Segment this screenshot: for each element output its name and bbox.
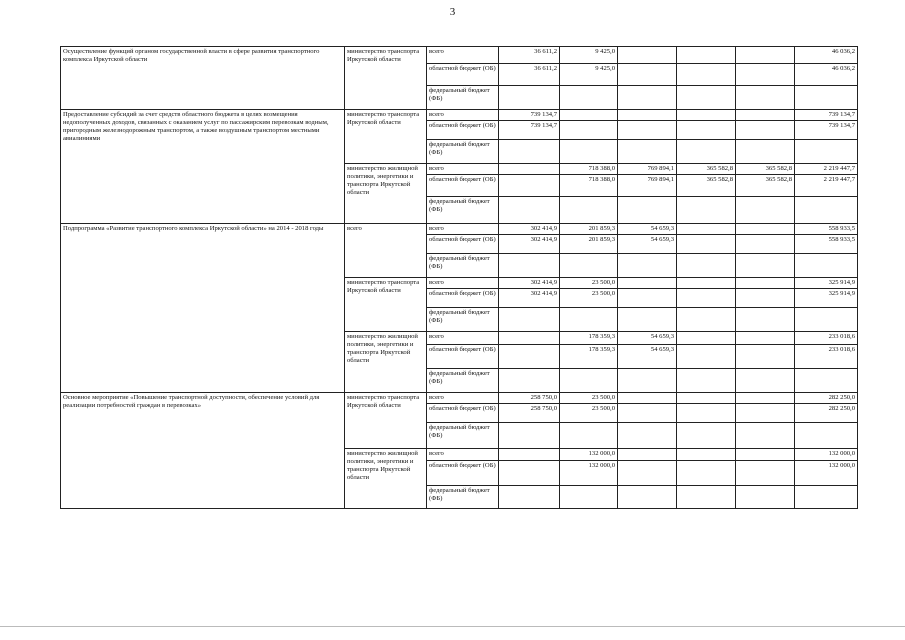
value-year-1: 36 611,2 — [499, 64, 560, 86]
value-total: 282 250,0 — [795, 393, 858, 404]
value-year-4 — [677, 289, 736, 308]
value-year-3 — [618, 289, 677, 308]
value-total — [795, 369, 858, 393]
value-year-1: 302 414,9 — [499, 278, 560, 289]
funding-source: областной бюджет (ОБ) — [427, 64, 499, 86]
value-total: 282 250,0 — [795, 404, 858, 423]
funding-source: областной бюджет (ОБ) — [427, 404, 499, 423]
value-year-5 — [736, 47, 795, 64]
funding-source: областной бюджет (ОБ) — [427, 121, 499, 140]
value-year-1: 302 414,9 — [499, 289, 560, 308]
value-year-5 — [736, 404, 795, 423]
value-year-2: 23 500,0 — [560, 404, 618, 423]
value-total — [795, 308, 858, 332]
value-year-1 — [499, 308, 560, 332]
value-year-3 — [618, 404, 677, 423]
value-total: 132 000,0 — [795, 449, 858, 461]
value-year-1 — [499, 449, 560, 461]
value-year-1 — [499, 486, 560, 509]
value-year-3 — [618, 110, 677, 121]
responsible-executor: министерство транспорта Иркутской области — [345, 393, 427, 449]
value-total: 2 219 447,7 — [795, 175, 858, 197]
scan-edge-divider — [0, 626, 905, 627]
value-total: 233 018,6 — [795, 345, 858, 369]
value-year-2 — [560, 121, 618, 140]
value-year-2 — [560, 369, 618, 393]
value-year-2 — [560, 254, 618, 278]
value-year-2: 23 500,0 — [560, 393, 618, 404]
value-total — [795, 197, 858, 224]
funding-source: федеральный бюджет (ФБ) — [427, 423, 499, 449]
value-year-2: 178 359,3 — [560, 332, 618, 345]
value-year-1 — [499, 164, 560, 175]
value-year-1: 739 134,7 — [499, 110, 560, 121]
value-total: 46 036,2 — [795, 64, 858, 86]
value-year-1 — [499, 197, 560, 224]
value-year-3 — [618, 47, 677, 64]
value-year-1 — [499, 254, 560, 278]
value-year-4 — [677, 393, 736, 404]
value-year-1: 739 134,7 — [499, 121, 560, 140]
funding-source: всего — [427, 164, 499, 175]
value-year-2 — [560, 110, 618, 121]
value-year-2: 201 859,3 — [560, 224, 618, 235]
value-year-4 — [677, 404, 736, 423]
value-year-1: 302 414,9 — [499, 235, 560, 254]
responsible-executor: всего — [345, 224, 427, 278]
value-year-5 — [736, 254, 795, 278]
funding-source: всего — [427, 393, 499, 404]
value-year-2 — [560, 423, 618, 449]
value-year-2: 9 425,0 — [560, 47, 618, 64]
value-year-5 — [736, 64, 795, 86]
budget-table-body — [61, 47, 858, 509]
value-year-3 — [618, 121, 677, 140]
activity-description: Предоставление субсидий за счет средств областного бюджета в целях возмещения недополученных доходов, связанных с оказанием услуг по пассажирским перевозкам водным, пригородным железнодорожным транспортом, а также воздушным транспортом местными авиалиниями — [61, 110, 345, 224]
page-number: 3 — [449, 6, 456, 18]
value-year-5 — [736, 224, 795, 235]
value-year-4 — [677, 110, 736, 121]
value-total: 132 000,0 — [795, 461, 858, 486]
funding-source: областной бюджет (ОБ) — [427, 345, 499, 369]
value-total — [795, 254, 858, 278]
activity-description: Основное мероприятие «Повышение транспортной доступности, обеспечение условий для реализации потребностей граждан в перевозках» — [61, 393, 345, 509]
value-year-4 — [677, 461, 736, 486]
value-total: 325 914,9 — [795, 289, 858, 308]
value-year-3: 54 659,3 — [618, 224, 677, 235]
value-year-4 — [677, 449, 736, 461]
value-year-5 — [736, 110, 795, 121]
value-year-4 — [677, 121, 736, 140]
value-year-3 — [618, 254, 677, 278]
funding-source: областной бюджет (ОБ) — [427, 235, 499, 254]
value-total: 46 036,2 — [795, 47, 858, 64]
value-total: 558 933,5 — [795, 224, 858, 235]
responsible-executor: министерство жилищной политики, энергетики и транспорта Иркутской области — [345, 332, 427, 393]
value-year-1 — [499, 461, 560, 486]
funding-source: федеральный бюджет (ФБ) — [427, 197, 499, 224]
value-year-3 — [618, 393, 677, 404]
responsible-executor: министерство транспорта Иркутской области — [345, 110, 427, 164]
value-year-3 — [618, 86, 677, 110]
funding-source: областной бюджет (ОБ) — [427, 175, 499, 197]
value-year-4 — [677, 332, 736, 345]
value-year-5 — [736, 235, 795, 254]
table-row — [61, 393, 858, 404]
value-year-4 — [677, 486, 736, 509]
value-year-4 — [677, 345, 736, 369]
value-year-4 — [677, 423, 736, 449]
value-year-1 — [499, 175, 560, 197]
funding-source: федеральный бюджет (ФБ) — [427, 254, 499, 278]
value-total — [795, 140, 858, 164]
value-year-2 — [560, 308, 618, 332]
value-year-2: 9 425,0 — [560, 64, 618, 86]
value-total — [795, 86, 858, 110]
value-year-3 — [618, 449, 677, 461]
value-year-3: 54 659,3 — [618, 345, 677, 369]
value-year-5 — [736, 308, 795, 332]
value-year-5 — [736, 278, 795, 289]
value-year-4: 365 582,8 — [677, 164, 736, 175]
value-year-4 — [677, 224, 736, 235]
value-year-1 — [499, 332, 560, 345]
value-year-4 — [677, 308, 736, 332]
funding-source: всего — [427, 110, 499, 121]
activity-description: Осуществление функций органом государственной власти в сфере развития транспортного комплекса Иркутской области — [61, 47, 345, 110]
value-total — [795, 423, 858, 449]
value-year-5 — [736, 345, 795, 369]
value-year-2: 23 500,0 — [560, 278, 618, 289]
responsible-executor: министерство жилищной политики, энергетики и транспорта Иркутской области — [345, 449, 427, 509]
value-year-2 — [560, 197, 618, 224]
value-year-3 — [618, 140, 677, 164]
value-year-5 — [736, 289, 795, 308]
value-year-2: 718 388,0 — [560, 175, 618, 197]
value-year-2 — [560, 486, 618, 509]
value-year-5: 365 582,8 — [736, 164, 795, 175]
value-year-5 — [736, 140, 795, 164]
value-year-3: 54 659,3 — [618, 332, 677, 345]
funding-source: всего — [427, 332, 499, 345]
value-year-3: 769 894,1 — [618, 175, 677, 197]
value-year-3 — [618, 64, 677, 86]
funding-source: федеральный бюджет (ФБ) — [427, 486, 499, 509]
value-year-3 — [618, 278, 677, 289]
value-total: 325 914,9 — [795, 278, 858, 289]
funding-source: федеральный бюджет (ФБ) — [427, 369, 499, 393]
value-year-5 — [736, 423, 795, 449]
value-year-5 — [736, 369, 795, 393]
value-year-5 — [736, 197, 795, 224]
funding-source: всего — [427, 449, 499, 461]
value-total: 233 018,6 — [795, 332, 858, 345]
activity-description: Подпрограмма «Развитие транспортного комплекса Иркутской области» на 2014 - 2018 годы — [61, 224, 345, 393]
value-year-2: 718 388,0 — [560, 164, 618, 175]
value-year-1: 302 414,9 — [499, 224, 560, 235]
funding-source: всего — [427, 278, 499, 289]
value-year-3 — [618, 461, 677, 486]
value-year-2 — [560, 140, 618, 164]
value-year-4 — [677, 47, 736, 64]
value-year-1 — [499, 86, 560, 110]
value-year-4 — [677, 86, 736, 110]
value-year-5 — [736, 332, 795, 345]
table-row — [61, 224, 858, 235]
value-year-2: 201 859,3 — [560, 235, 618, 254]
value-year-3: 54 659,3 — [618, 235, 677, 254]
value-year-3: 769 894,1 — [618, 164, 677, 175]
funding-source: федеральный бюджет (ФБ) — [427, 140, 499, 164]
value-year-5 — [736, 461, 795, 486]
responsible-executor: министерство жилищной политики, энергетики и транспорта Иркутской области — [345, 164, 427, 224]
value-total: 2 219 447,7 — [795, 164, 858, 175]
value-year-4 — [677, 278, 736, 289]
value-year-2: 178 359,3 — [560, 345, 618, 369]
value-year-4 — [677, 254, 736, 278]
value-year-2: 23 500,0 — [560, 289, 618, 308]
value-year-3 — [618, 369, 677, 393]
value-year-3 — [618, 423, 677, 449]
funding-source: всего — [427, 224, 499, 235]
value-year-1 — [499, 345, 560, 369]
funding-source: областной бюджет (ОБ) — [427, 289, 499, 308]
value-year-5 — [736, 449, 795, 461]
value-total — [795, 486, 858, 509]
value-year-5: 365 582,8 — [736, 175, 795, 197]
value-year-2 — [560, 86, 618, 110]
funding-source: всего — [427, 47, 499, 64]
value-year-1 — [499, 140, 560, 164]
value-year-5 — [736, 486, 795, 509]
value-year-2: 132 000,0 — [560, 461, 618, 486]
value-year-5 — [736, 393, 795, 404]
funding-source: областной бюджет (ОБ) — [427, 461, 499, 486]
value-total: 558 933,5 — [795, 235, 858, 254]
value-year-1: 36 611,2 — [499, 47, 560, 64]
value-year-4 — [677, 64, 736, 86]
responsible-executor: министерство транспорта Иркутской области — [345, 47, 427, 110]
value-year-2: 132 000,0 — [560, 449, 618, 461]
value-year-3 — [618, 308, 677, 332]
funding-source: федеральный бюджет (ФБ) — [427, 86, 499, 110]
value-year-1: 258 750,0 — [499, 404, 560, 423]
value-year-1 — [499, 369, 560, 393]
value-year-3 — [618, 486, 677, 509]
value-total: 739 134,7 — [795, 110, 858, 121]
value-year-4 — [677, 197, 736, 224]
value-year-5 — [736, 121, 795, 140]
table-row — [61, 110, 858, 121]
value-year-4 — [677, 140, 736, 164]
value-year-5 — [736, 86, 795, 110]
table-row — [61, 47, 858, 64]
value-year-3 — [618, 197, 677, 224]
value-year-4 — [677, 369, 736, 393]
funding-source: федеральный бюджет (ФБ) — [427, 308, 499, 332]
value-year-4 — [677, 235, 736, 254]
value-total: 739 134,7 — [795, 121, 858, 140]
value-year-1 — [499, 423, 560, 449]
budget-table — [60, 46, 858, 509]
value-year-4: 365 582,8 — [677, 175, 736, 197]
responsible-executor: министерство транспорта Иркутской области — [345, 278, 427, 332]
value-year-1: 258 750,0 — [499, 393, 560, 404]
